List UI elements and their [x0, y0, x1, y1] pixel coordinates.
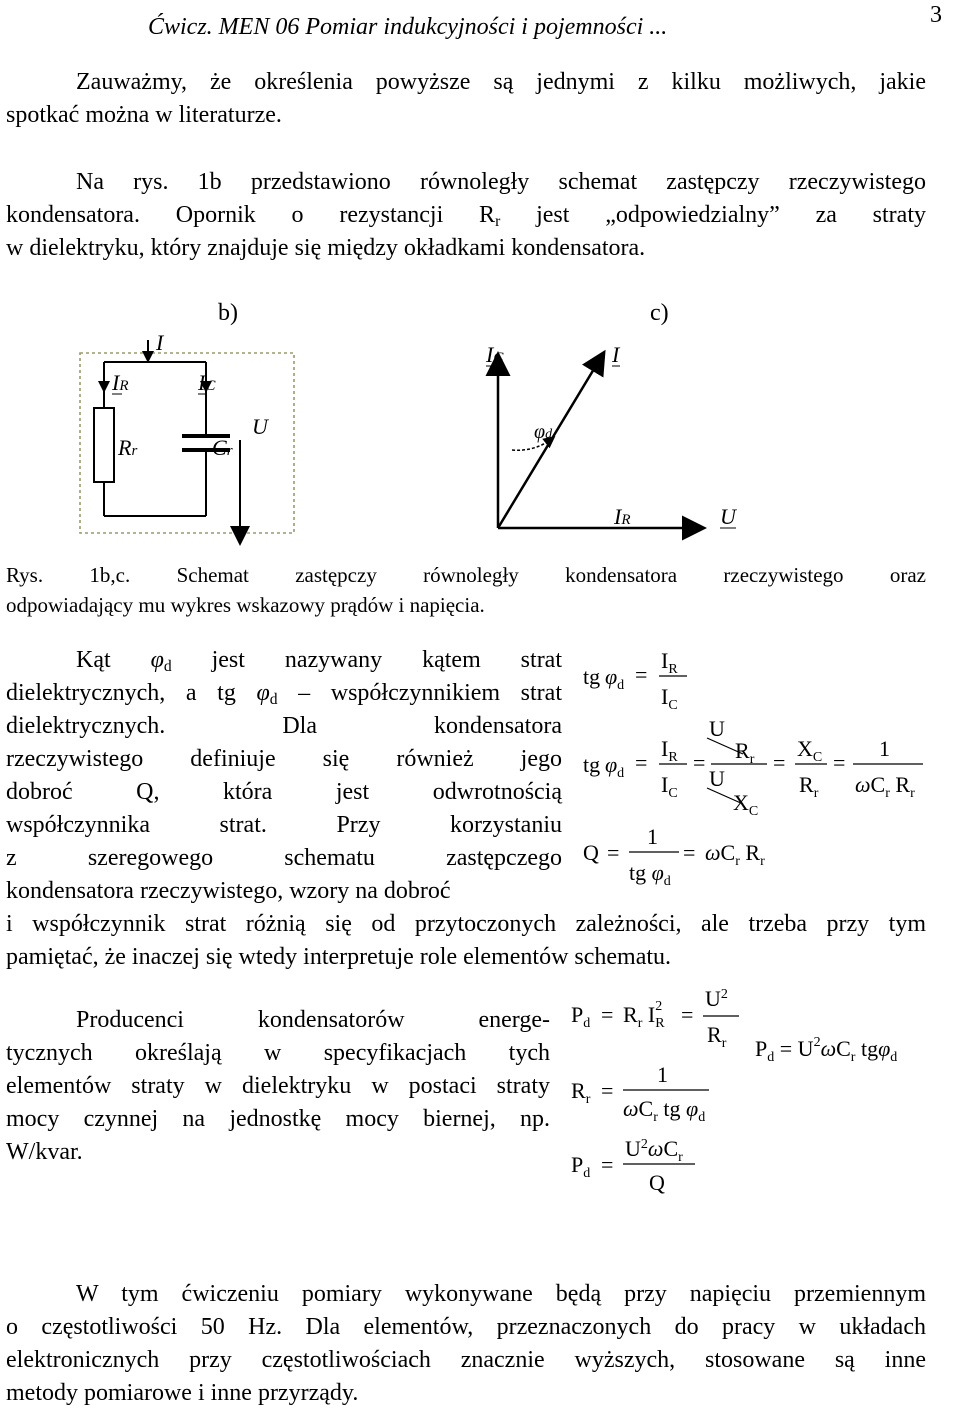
caption-line1: Rys. 1b,c. Schemat zastępczy równoległy kondensatora rzeczywistego oraz: [6, 563, 926, 587]
eq4-num: $U^2$: [705, 986, 728, 1011]
eq4-equals-2: =: [681, 1002, 694, 1027]
eq4-lhs: $P_d$: [571, 1002, 591, 1031]
eq3-equals-2: =: [683, 840, 696, 865]
para3-line5: dobroć Q, która jest odwrotnością: [6, 779, 562, 805]
eq2-u-top: U: [709, 716, 725, 741]
figure-1bc: [0, 290, 960, 560]
label-ir: IR: [112, 370, 129, 395]
figure-caption: [6, 560, 926, 620]
eq1-equals: =: [635, 662, 648, 687]
para2-line2: kondensatora. Opornik o rezystancji $R_r$ jest „odpowiedzialny” za straty: [6, 202, 926, 230]
eq2-rr-den: $R_r$: [799, 772, 819, 801]
resistor-rr: [94, 408, 114, 482]
para3-line10: pamiętać, że inaczej się wtedy interpretuje role elementów schematu.: [6, 944, 672, 970]
paragraph-3: [6, 644, 562, 908]
equations-power-loss: [565, 982, 945, 1202]
eq7-num: $U^2\omega C_r$: [625, 1136, 683, 1165]
eq2-den-omega: $\omega C_r$ $R_r$: [855, 772, 915, 801]
eq2-rr-top: $R_r$: [735, 738, 755, 767]
page-number: 3: [930, 2, 942, 28]
eq2-equals-1: =: [635, 750, 648, 775]
eq2-xc-num: $X_C$: [797, 736, 823, 765]
para3-line8: kondensatora rzeczywistego, wzory na dobroć: [6, 878, 451, 904]
phasor-label-i: I: [612, 342, 620, 367]
eq1-phi: $\varphi_d$: [605, 664, 625, 693]
eq2-num-ir: $I_R$: [661, 736, 678, 765]
eq3-q: Q: [583, 840, 599, 865]
para3-line2: dielektrycznych, a tg $\varphi_d$ – współczynnikiem strat: [6, 680, 562, 708]
header-title: Ćwicz. MEN 06 Pomiar indukcyjności i pojemności ...: [148, 14, 668, 40]
paragraph-5: [6, 1278, 926, 1410]
para3-line3: dielektrycznych. Dla kondensatora: [6, 713, 562, 739]
eq1-num: $I_R$: [661, 648, 678, 677]
eq6-equals: =: [601, 1078, 614, 1103]
eq2-one: 1: [879, 736, 890, 761]
para3-line9: i współczynnik strat różnią się od przytoczonych zależności, ale trzeba przy tym: [6, 911, 926, 937]
para5-line2: o częstotliwości 50 Hz. Dla elementów, przeznaczonych do pracy w układach: [6, 1314, 926, 1340]
para1-line2: spotkać można w literaturze.: [6, 102, 282, 128]
eq2-xc-bottom: $X_C$: [733, 790, 759, 819]
para4-line2: tycznych określają w specyfikacjach tych: [6, 1040, 550, 1066]
para4-line1: Producenci kondensatorów energe-: [76, 1007, 550, 1033]
page-header: [148, 14, 667, 41]
eq2-den-ic: $I_C$: [661, 772, 678, 801]
phasor-label-ir: IR: [614, 504, 631, 529]
para4-line4: mocy czynnej na jednostkę mocy biernej, np.: [6, 1106, 550, 1132]
paragraph-1: [6, 66, 926, 132]
para3-line7: z szeregowego schematu zastępczego: [6, 845, 562, 871]
eq2-phi: $\varphi_d$: [605, 752, 625, 781]
para1-line1: Zauważmy, że określenia powyższe są jednymi z kilku możliwych, jakie: [76, 69, 926, 95]
figure-label-b: b): [218, 300, 238, 326]
label-rr: Rr: [118, 435, 138, 460]
eq7-den: Q: [649, 1170, 665, 1195]
eq6-den: $\omega C_r$ tg $\varphi_d$: [623, 1096, 706, 1125]
para3-line1: Kąt $\varphi_d$ jest nazywany kątem strat: [76, 647, 562, 675]
para2-line1: Na rys. 1b przedstawiono równoległy schemat zastępczy rzeczywistego: [76, 169, 926, 195]
eq3-one: 1: [647, 824, 658, 849]
para2-line3: w dielektryku, który znajduje się między okładkami kondensatora.: [6, 235, 646, 261]
eq6-lhs: $R_r$: [571, 1078, 591, 1107]
label-u-circuit: U: [252, 414, 268, 439]
phasor-label-u: U: [720, 504, 736, 529]
para5-line1: W tym ćwiczeniu pomiary wykonywane będą przy napięciu przemiennym: [76, 1281, 926, 1307]
phasor-label-ic: IC: [486, 342, 504, 367]
eq3-equals-1: =: [607, 840, 620, 865]
eq3-den: tg $\varphi_d$: [629, 860, 671, 889]
equations-loss-factor: [575, 640, 935, 890]
paragraph-4: [6, 1004, 550, 1169]
eq6-one: 1: [657, 1062, 668, 1087]
label-ic: IC: [198, 370, 216, 395]
eq2-tg: tg: [583, 752, 601, 777]
para4-line3: elementów straty w dielektryku w postaci straty: [6, 1073, 550, 1099]
paragraph-3-continued: [6, 908, 926, 974]
para5-line4: metody pomiarowe i inne przyrządy.: [6, 1380, 359, 1406]
label-i: I: [156, 330, 164, 355]
phasor-label-phi: φd: [534, 421, 553, 443]
eq5: $P_d = U^2\omega C_r$ tgφ$_d$: [755, 1035, 898, 1065]
para4-line5: W/kvar.: [6, 1139, 83, 1165]
eq4-mid: $R_r$ $I^2$ R: [623, 999, 665, 1031]
figure-label-c: c): [650, 300, 669, 326]
para5-line3: elektronicznych przy częstotliwościach znacznie wyższych, stosowane są inne: [6, 1347, 926, 1373]
eq7-lhs: $P_d$: [571, 1152, 591, 1181]
label-cr: Cr: [212, 435, 233, 460]
eq1-tg: tg: [583, 664, 601, 689]
eq4-equals-1: =: [601, 1002, 614, 1027]
eq7-equals: =: [601, 1152, 614, 1177]
caption-line2: odpowiadający mu wykres wskazowy prądów i napięcia.: [6, 593, 485, 617]
eq3-rhs: $\omega C_r$ $R_r$: [705, 840, 765, 869]
para3-line6: współczynnika strat. Przy korzystaniu: [6, 812, 562, 838]
paragraph-2: [6, 166, 926, 265]
eq2-equals-4: =: [833, 750, 846, 775]
eq4-den: $R_r$: [707, 1022, 727, 1051]
eq1-den: $I_C$: [661, 684, 678, 713]
para3-line4: rzeczywistego definiuje się również jego: [6, 746, 562, 772]
eq2-equals-3: =: [773, 750, 786, 775]
eq2-u-bottom: U: [709, 766, 725, 791]
eq2-equals-2: =: [693, 750, 706, 775]
circuit-wires: [104, 340, 206, 516]
